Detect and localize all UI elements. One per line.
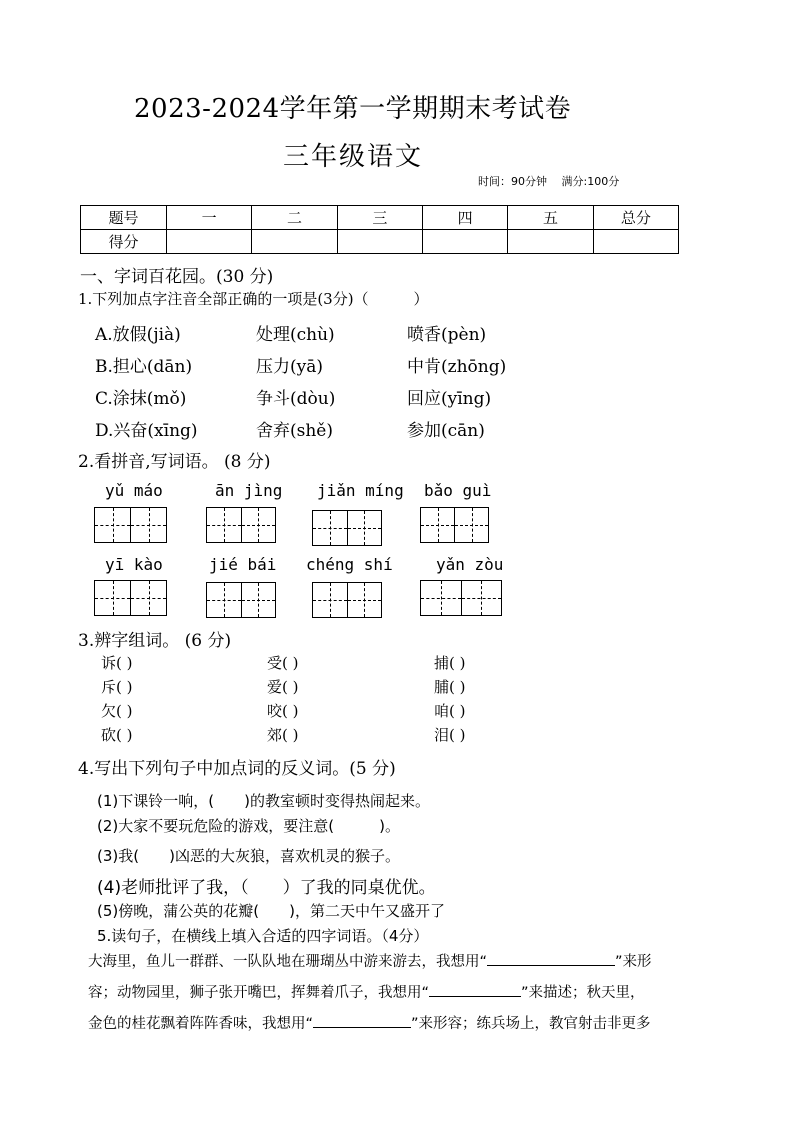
writing-grid[interactable] [206, 582, 276, 618]
exam-meta: 时间：90分钟 满分:100分 [478, 175, 620, 188]
paragraph-text: 容；动物园里，狮子张开嘴巴，挥舞着爪子，我想用“ [88, 985, 430, 1001]
paragraph-line [88, 978, 728, 1009]
q1-option-c[interactable]: C.涂抹(mǒ) [95, 389, 187, 409]
fill-blank[interactable] [313, 1015, 411, 1028]
score-cell[interactable] [252, 230, 337, 254]
paragraph-text: 金色的桂花飘着阵阵香味，我想用“ [88, 1016, 314, 1032]
question-1-prompt: 1.下列加点字注音全部正确的一项是(3分)（ ） [78, 290, 429, 308]
antonym-sentence[interactable]: (2)大家不要玩危险的游戏，要注意( )。 [97, 817, 400, 835]
q1-option-d-word: 参加(cān) [407, 421, 485, 441]
paragraph-text: ”来形 [615, 954, 652, 970]
score-cell[interactable] [508, 230, 593, 254]
score-table-col: 五 [508, 206, 593, 230]
q1-option-b-word: 中肯(zhōng) [407, 357, 507, 377]
writing-grid[interactable] [312, 510, 382, 546]
q1-option-b-word: 压力(yā) [256, 357, 324, 377]
writing-grid[interactable] [206, 507, 276, 543]
exam-title: 2023-2024学年第一学期期末考试卷 [134, 94, 572, 124]
score-table-col: 二 [252, 206, 337, 230]
fill-in-paragraph [88, 947, 728, 1040]
score-table-label: 得分 [81, 230, 167, 254]
score-table-score-row [81, 230, 679, 254]
q1-option-a[interactable]: A.放假(jià) [95, 325, 181, 345]
fill-blank[interactable] [487, 953, 615, 966]
pinyin-label: ān jìng [215, 481, 283, 500]
score-table-col: 总分 [593, 206, 678, 230]
q1-option-a-word: 喷香(pèn) [407, 325, 487, 345]
char-pair[interactable]: 爱( ) [267, 678, 299, 696]
score-cell[interactable] [422, 230, 507, 254]
paragraph-text: ”来描述；秋天里， [521, 985, 645, 1001]
paragraph-text: 大海里，鱼儿一群群、一队队地在珊瑚丛中游来游去，我想用“ [88, 954, 488, 970]
pinyin-label: yǔ máo [105, 481, 163, 500]
char-pair[interactable]: 砍( ) [101, 726, 133, 744]
score-table-col: 四 [422, 206, 507, 230]
char-pair[interactable]: 郊( ) [267, 726, 299, 744]
question-3-prompt: 3.辨字组词。 (6 分) [78, 631, 232, 651]
q1-option-d[interactable]: D.兴奋(xīng) [95, 421, 198, 441]
antonym-sentence[interactable]: (3)我( )凶恶的大灰狼，喜欢机灵的猴子。 [97, 847, 400, 865]
antonym-sentence[interactable]: (5)傍晚，蒲公英的花瓣( )，第二天中午又盛开了 [97, 902, 445, 920]
score-cell[interactable] [593, 230, 678, 254]
q1-option-d-word: 舍弃(shě) [256, 421, 333, 441]
score-table [80, 205, 679, 254]
antonym-sentence[interactable]: (4)老师批评了我，（ ）了我的同桌优优。 [97, 878, 436, 898]
writing-grid[interactable] [312, 582, 382, 618]
writing-grid[interactable] [420, 507, 489, 543]
char-pair[interactable]: 咬( ) [267, 702, 299, 720]
paragraph-text: ”来形容；练兵场上，教官射击非更多 [411, 1016, 651, 1032]
char-pair[interactable]: 咱( ) [434, 702, 466, 720]
score-cell[interactable] [337, 230, 422, 254]
q1-option-c-word: 回应(yīng) [407, 389, 492, 409]
char-pair[interactable]: 泪( ) [434, 726, 466, 744]
score-table-col: 一 [167, 206, 252, 230]
q1-option-b[interactable]: B.担心(dān) [95, 357, 193, 377]
paragraph-line [88, 947, 728, 978]
char-pair[interactable]: 斥( ) [101, 678, 133, 696]
writing-grid[interactable] [420, 580, 502, 616]
q1-option-a-word: 处理(chù) [256, 325, 335, 345]
score-table-header-row [81, 206, 679, 230]
char-pair[interactable]: 受( ) [267, 654, 299, 672]
char-pair[interactable]: 诉( ) [101, 654, 133, 672]
section-heading: 一、字词百花园。(30 分) [80, 267, 274, 287]
pinyin-label: jié bái [209, 555, 277, 574]
exam-subtitle: 三年级语文 [283, 142, 424, 172]
pinyin-label: yǎn zòu [436, 555, 504, 574]
score-table-label: 题号 [81, 206, 167, 230]
writing-grid[interactable] [94, 580, 167, 616]
char-pair[interactable]: 捕( ) [434, 654, 466, 672]
pinyin-label: jiǎn míng [317, 481, 404, 500]
q1-option-c-word: 争斗(dòu) [256, 389, 336, 409]
question-5-prompt: 5.读句子，在横线上填入合适的四字词语。（4分） [97, 927, 429, 945]
question-4-prompt: 4.写出下列句子中加点词的反义词。(5 分) [78, 759, 396, 779]
score-cell[interactable] [167, 230, 252, 254]
writing-grid[interactable] [94, 507, 167, 543]
char-pair[interactable]: 欠( ) [101, 702, 133, 720]
antonym-sentence[interactable]: (1)下课铃一响，( )的教室顿时变得热闹起来。 [97, 792, 430, 810]
score-table-col: 三 [337, 206, 422, 230]
pinyin-label: chéng shí [306, 555, 393, 574]
pinyin-label: bǎo guì [424, 481, 492, 500]
question-2-prompt: 2.看拼音,写词语。 (8 分) [78, 452, 271, 472]
pinyin-label: yī kào [105, 555, 163, 574]
char-pair[interactable]: 脯( ) [434, 678, 466, 696]
fill-blank[interactable] [429, 984, 521, 997]
paragraph-line [88, 1009, 728, 1040]
